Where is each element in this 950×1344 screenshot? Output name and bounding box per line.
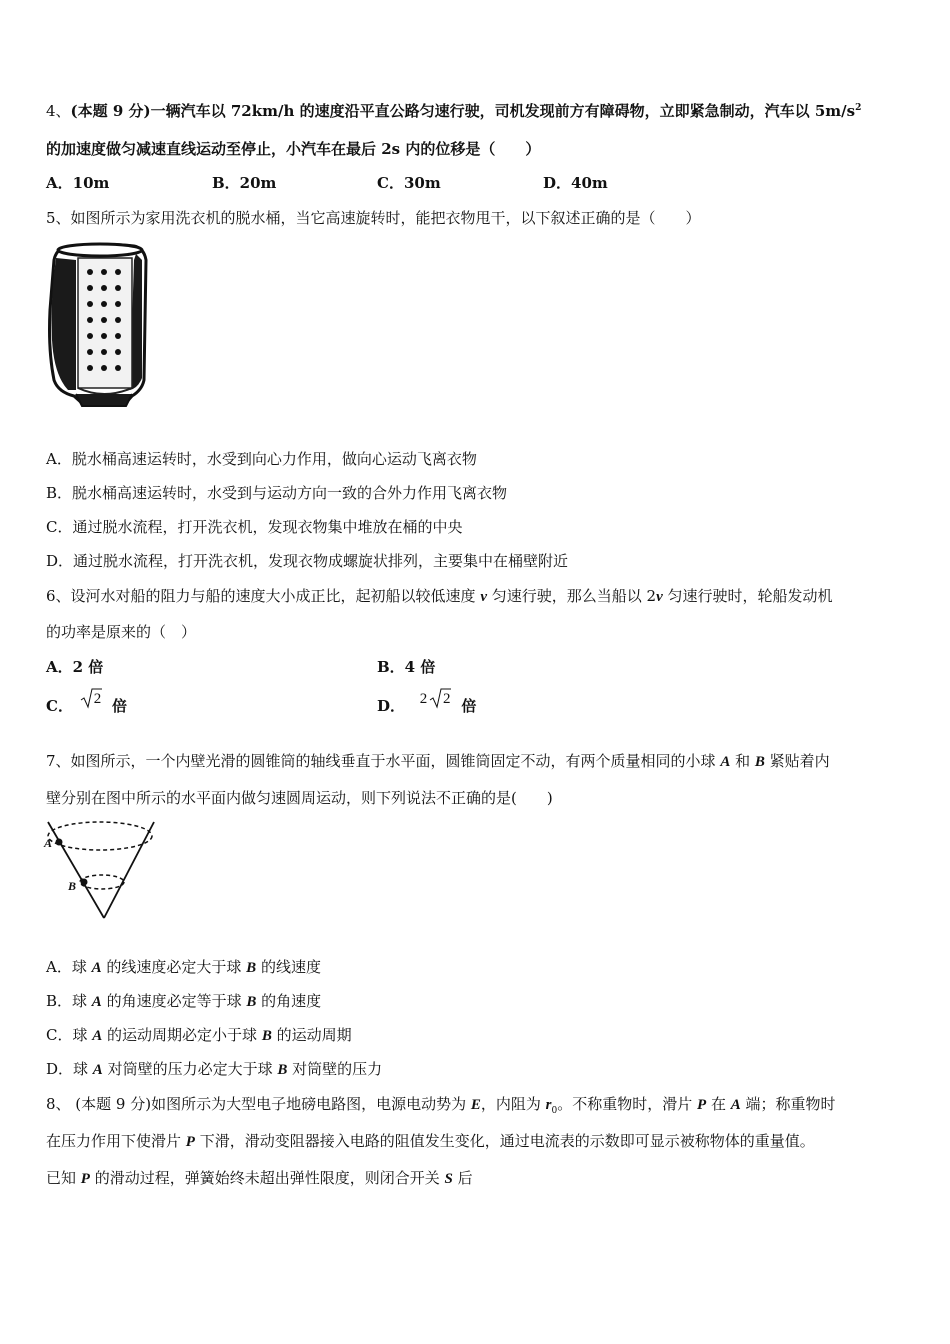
q8-var-r: r <box>545 1097 552 1113</box>
q8-stem-part3: 。不称重物时，滑片 <box>557 1095 698 1113</box>
q7-option-d-var2: B <box>277 1062 288 1078</box>
q4-option-d: D．40m <box>543 174 608 192</box>
q7-option-b-mid: 的角速度必定等于球 <box>101 992 247 1010</box>
q7-option-b-var2: B <box>246 994 257 1010</box>
q4-line2: 的加速度做匀减速直线运动至停止，小汽车在最后 2s 内的位移是（ ） <box>46 140 541 158</box>
q6-option-d-label: D． <box>377 697 406 715</box>
cone-label-a: A <box>44 836 53 850</box>
q7-option-b-post: 的角速度 <box>256 992 322 1010</box>
q7-option-d-mid: 对筒壁的压力必定大于球 <box>102 1060 278 1078</box>
q8-var-r-subscript: 0 <box>551 1106 558 1116</box>
q5-stem: 5、如图所示为家用洗衣机的脱水桶，当它高速旋转时，能把衣物甩干，以下叙述正确的是（ ） <box>46 209 701 227</box>
q6-option-c-sqrt <box>82 689 102 709</box>
q7-option-c-var1: A <box>92 1028 103 1044</box>
cone-figure <box>40 818 160 928</box>
q6-option-b: B．4 倍 <box>377 658 436 676</box>
q4-option-c: C．30m <box>377 174 441 192</box>
q6-option-c-radicand: 2 <box>93 691 102 707</box>
q6-var-v: v <box>480 589 487 605</box>
q8-var-e: E <box>470 1097 481 1113</box>
q6-option-d <box>377 691 477 717</box>
q7-option-a-var1: A <box>91 960 102 976</box>
q8-line3-part3: 后 <box>452 1169 473 1187</box>
q4-option-a: A．10m <box>46 174 110 192</box>
q7-option-d-pre: D．球 <box>46 1060 93 1078</box>
q6-option-d-unit: 倍 <box>461 697 477 715</box>
q6-option-c <box>46 691 128 717</box>
q6-option-c-label: C． <box>46 697 73 715</box>
radical-sign-icon <box>80 687 102 709</box>
q8-line3 <box>46 1168 473 1189</box>
q7-option-d <box>46 1059 382 1080</box>
q8-var-a: A <box>730 1097 741 1113</box>
q8-var-p: P <box>697 1097 707 1113</box>
q8-stem-part4: 在 <box>706 1095 731 1113</box>
cone-label-b: B <box>68 879 77 893</box>
q6-option-a: A．2 倍 <box>46 658 104 676</box>
q4-line1 <box>46 101 861 121</box>
q7-stem-part1: 7、如图所示，一个内壁光滑的圆锥筒的轴线垂直于水平面，圆锥筒固定不动，有两个质量相同的小球 <box>46 752 721 770</box>
q7-option-c <box>46 1025 352 1046</box>
q6-option-d-radicand: 2 <box>443 691 451 707</box>
q7-option-c-pre: C．球 <box>46 1026 93 1044</box>
q4-option-b: B．20m <box>212 174 277 192</box>
q7-option-c-mid: 的运动周期必定小于球 <box>102 1026 262 1044</box>
q7-option-a-pre: A．球 <box>46 958 92 976</box>
q8-stem-part2: ，内阻为 <box>480 1095 546 1113</box>
q6-stem-part2: 匀速行驶，那么当船以 2 <box>487 587 657 605</box>
q7-option-b-var1: A <box>91 994 102 1010</box>
q6-option-d-expr <box>420 689 451 709</box>
q7-option-a-var2: B <box>246 960 257 976</box>
q6-option-c-unit: 倍 <box>112 697 128 715</box>
spin-dryer-figure <box>46 240 156 414</box>
q7-var-a: A <box>720 754 731 770</box>
q7-stem-part2: 和 <box>730 752 755 770</box>
q5-option-a: A．脱水桶高速运转时，水受到向心力作用，做向心运动飞离衣物 <box>46 450 477 468</box>
q8-line2-part1: 在压力作用下使滑片 <box>46 1132 186 1150</box>
q7-stem-part3: 紧贴着内 <box>764 752 830 770</box>
q7-option-d-var1: A <box>92 1062 103 1078</box>
q7-option-b-pre: B．球 <box>46 992 92 1010</box>
q8-stem-part5: 端；称重物时 <box>740 1095 836 1113</box>
q5-option-b: B．脱水桶高速运转时，水受到与运动方向一致的合外力作用飞离衣物 <box>46 484 508 502</box>
q7-var-b: B <box>754 754 765 770</box>
q7-line1 <box>46 751 830 772</box>
q8-line3-part1: 已知 <box>46 1169 81 1187</box>
q7-option-b <box>46 991 321 1012</box>
q7-line2: 壁分别在图中所示的水平面内做匀速圆周运动，则下列说法不正确的是( ) <box>46 789 553 807</box>
q8-line2 <box>46 1131 815 1152</box>
q5-option-d: D．通过脱水流程，打开洗衣机，发现衣物成螺旋状排列，主要集中在桶壁附近 <box>46 552 569 570</box>
q8-line2-var-p: P <box>185 1134 195 1150</box>
q6-stem-part3: 匀速行驶时，轮船发动机 <box>662 587 833 605</box>
q6-option-d-coef: 2 <box>419 691 428 707</box>
q7-option-a <box>46 957 321 978</box>
q8-line3-var-p: P <box>80 1171 90 1187</box>
q8-line1 <box>46 1094 836 1115</box>
q8-line3-part2: 的滑动过程，弹簧始终未超出弹性限度，则闭合开关 <box>89 1169 445 1187</box>
q6-var-v2: v <box>656 589 663 605</box>
q8-line2-part2: 下滑，滑动变阻器接入电路的阻值发生变化，通过电流表的示数即可显示被称物体的重量值。 <box>194 1132 815 1150</box>
q7-option-c-var2: B <box>261 1028 272 1044</box>
q7-option-a-mid: 的线速度必定大于球 <box>101 958 247 976</box>
q4-stem-part1: (本题 9 分)一辆汽车以 72km/h 的速度沿平直公路匀速行驶，司机发现前方有障碍物，立即紧急制动，汽车以 5m/s <box>70 102 856 120</box>
q4-number: 4、 <box>46 102 71 120</box>
q6-line2: 的功率是原来的（ ） <box>46 623 197 641</box>
q6-stem-part1: 6、设河水对船的阻力与船的速度大小成正比，起初船以较低速度 <box>46 587 481 605</box>
radical-sign-icon <box>429 687 451 709</box>
q7-option-a-post: 的线速度 <box>256 958 321 976</box>
q6-line1 <box>46 586 833 607</box>
q8-var-s: S <box>444 1171 453 1187</box>
q4-superscript: 2 <box>855 103 862 113</box>
q8-stem-part1: 8、 (本题 9 分)如图所示为大型电子地磅电路图，电源电动势为 <box>46 1095 471 1113</box>
q7-option-c-post: 的运动周期 <box>271 1026 352 1044</box>
q5-option-c: C．通过脱水流程，打开洗衣机，发现衣物集中堆放在桶的中央 <box>46 518 463 536</box>
q7-option-d-post: 对筒壁的压力 <box>287 1060 383 1078</box>
